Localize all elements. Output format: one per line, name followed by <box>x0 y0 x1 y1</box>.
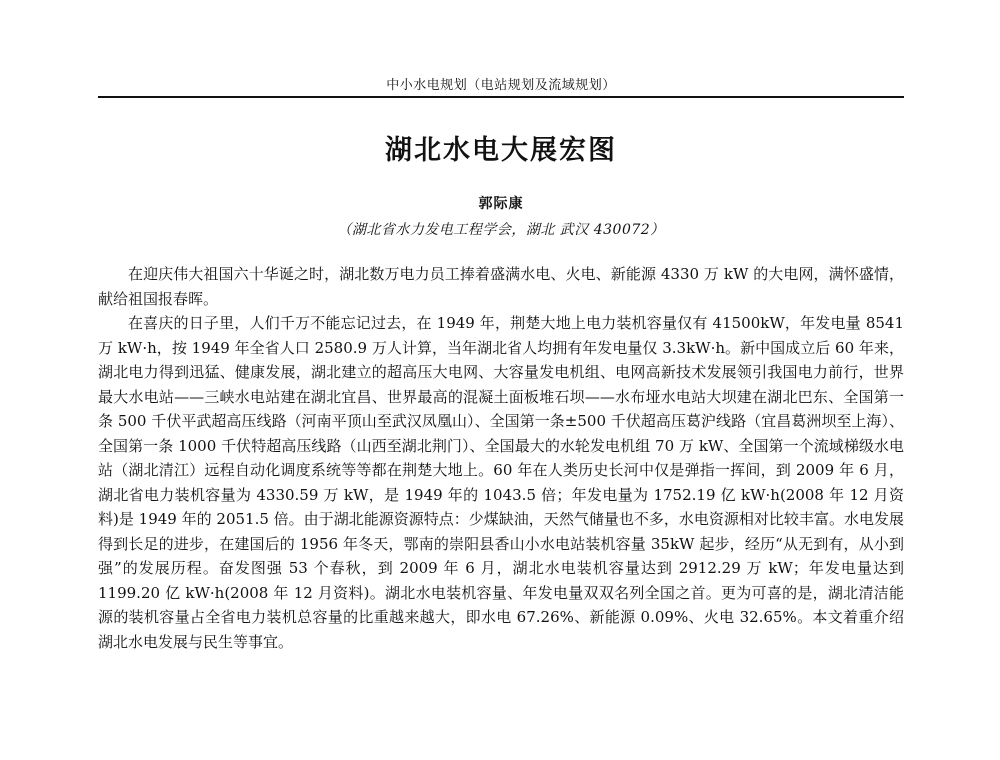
article-body <box>98 262 904 654</box>
body-paragraph-2: 在喜庆的日子里，人们千万不能忘记过去，在 1949 年，荆楚大地上电力装机容量仅有 41500kW，年发电量 8541 万 kW·h，按 1949 年全省人口 2580.9 万人计算，当年湖北省人均拥有年发电量仅 3.3kW·h。新中国成立后 60 年来，湖北电力得到迅猛、健康发展，湖北建立的超高压大电网、大容量发电机组、电网高新技术发展领引我国电力前行，世界最大水电站——三峡水电站建在湖北宜昌、世界最高的混凝土面板堆石坝——水布垭水电站大坝建在湖北巴东、全国第一条 500 千伏平武超高压线路（河南平顶山至武汉凤凰山）、全国第一条±500 千伏超高压葛沪线路（宜昌葛洲坝至上海）、全国第一条 1000 千伏特超高压线路（山西至湖北荆门）、全国最大的水轮发电机组 70 万 kW、全国第一个流域梯级水电站（湖北清江）远程自动化调度系统等等都在荆楚大地上。60 年在人类历史长河中仅是弹指一挥间，到 2009 年 6 月，湖北省电力装机容量为 4330.59 万 kW，是 1949 年的 1043.5 倍；年发电量为 1752.19 亿 kW·h(2008 年 12 月资料)是 1949 年的 2051.5 倍。由于湖北能源资源特点：少煤缺油，天然气储量也不多，水电资源相对比较丰富。水电发展得到长足的进步，在建国后的 1956 年冬天，鄂南的崇阳县香山小水电站装机容量 35kW 起步，经历“从无到有，从小到强”的发展历程。奋发图强 53 个春秋，到 2009 年 6 月，湖北水电装机容量达到 2912.29 万 kW；年发电量达到 1199.20 亿 kW·h(2008 年 12 月资料)。湖北水电装机容量、年发电量双双名列全国之首。更为可喜的是，湖北清洁能源的装机容量占全省电力装机总容量的比重越来越大，即水电 67.26%、新能源 0.09%、火电 32.65%。本文着重介绍湖北水电发展与民生等事宜。 <box>98 314 904 651</box>
article-author: 郭际康 <box>478 196 524 212</box>
body-paragraph-1: 在迎庆伟大祖国六十华诞之时，湖北数万电力员工捧着盛满水电、火电、新能源 4330 万 kW 的大电网，满怀盛情，献给祖国报春晖。 <box>98 265 904 308</box>
running-header: 中小水电规划（电站规划及流域规划） <box>386 78 616 93</box>
author-affiliation: （湖北省水力发电工程学会，湖北 武汉 430072） <box>337 222 665 238</box>
header-divider <box>98 96 904 98</box>
article-title: 湖北水电大展宏图 <box>385 135 617 166</box>
